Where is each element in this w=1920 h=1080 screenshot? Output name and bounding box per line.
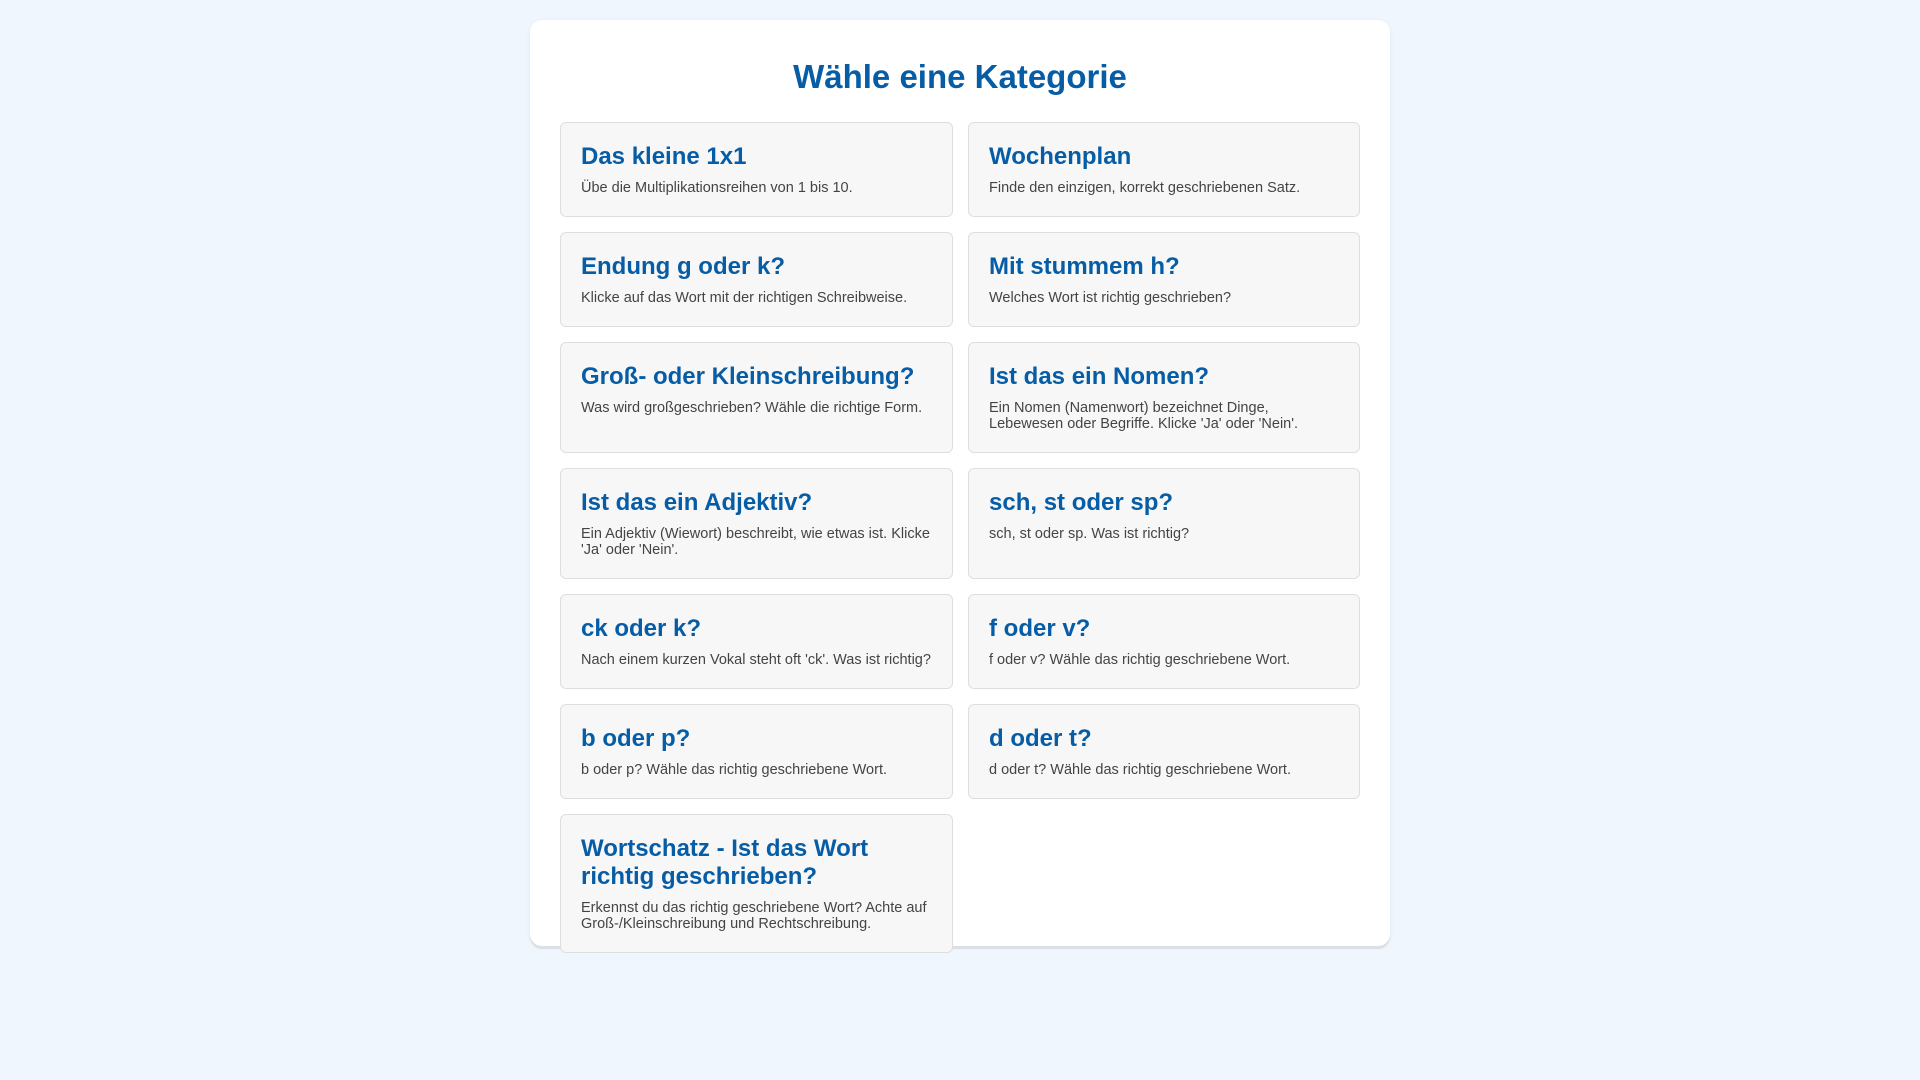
category-title: f oder v? [989,614,1091,642]
category-title: Ist das ein Nomen? [989,362,1210,390]
category-card-wochenplan[interactable] [968,122,1360,217]
category-grid [560,122,1360,953]
category-description: Welches Wort ist richtig geschrieben? [989,289,1232,306]
category-card-gross-klein[interactable] [560,342,953,453]
category-card-sch-st-sp[interactable] [968,468,1360,579]
category-title: sch, st oder sp? [989,488,1174,516]
category-panel [530,20,1390,946]
category-title: Groß- oder Kleinschreibung? [581,362,915,390]
category-title: Wortschatz - Ist das Wort richtig geschrieben? [581,834,869,890]
category-description: d oder t? Wähle das richtig geschriebene Wort. [989,761,1291,778]
category-title: Endung g oder k? [581,252,785,280]
category-title: Das kleine 1x1 [581,142,747,170]
category-description: Finde den einzigen, korrekt geschriebenen Satz. [989,179,1301,196]
category-card-endung-g-k[interactable] [560,232,953,327]
category-title: Ist das ein Adjektiv? [581,488,813,516]
category-card-ck-k[interactable] [560,594,953,689]
category-title: Wochenplan [989,142,1132,170]
category-description: Klicke auf das Wort mit der richtigen Schreibweise. [581,289,908,306]
category-card-d-t[interactable] [968,704,1360,799]
category-title: ck oder k? [581,614,702,642]
category-card-wortschatz[interactable] [560,814,953,953]
category-description: sch, st oder sp. Was ist richtig? [989,525,1190,542]
category-card-f-v[interactable] [968,594,1360,689]
category-description: Ein Adjektiv (Wiewort) beschreibt, wie etwas ist. Klicke 'Ja' oder 'Nein'. [581,525,930,558]
category-card-kleine-1x1[interactable] [560,122,953,217]
category-card-stummes-h[interactable] [968,232,1360,327]
category-card-b-p[interactable] [560,704,953,799]
category-description: Erkennst du das richtig geschriebene Wort? Achte auf Groß-/Kleinschreibung und Rechtschreibung. [581,899,927,932]
category-title: Mit stummem h? [989,252,1180,280]
category-description: Was wird großgeschrieben? Wähle die richtige Form. [581,399,923,416]
page-title: Wähle eine Kategorie [793,58,1127,95]
category-title: b oder p? [581,724,691,752]
category-description: b oder p? Wähle das richtig geschriebene Wort. [581,761,888,778]
category-card-adjektiv[interactable] [560,468,953,579]
category-card-nomen[interactable] [968,342,1360,453]
category-description: f oder v? Wähle das richtig geschriebene Wort. [989,651,1291,668]
category-title: d oder t? [989,724,1092,752]
category-description: Nach einem kurzen Vokal steht oft 'ck'. Was ist richtig? [581,651,931,668]
category-description: Ein Nomen (Namenwort) bezeichnet Dinge, Lebewesen oder Begriffe. Klicke 'Ja' oder 'Nein'. [989,399,1299,432]
category-description: Übe die Multiplikationsreihen von 1 bis 10. [581,179,853,196]
